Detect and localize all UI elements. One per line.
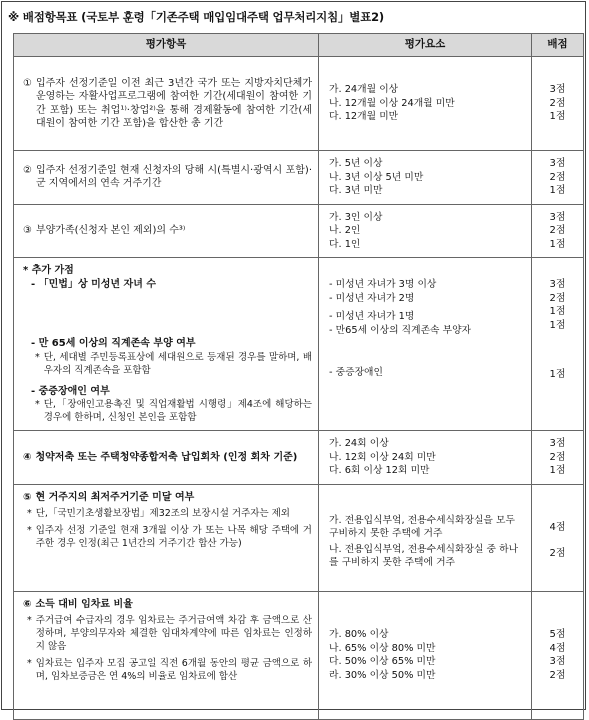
- element-cell: [319, 431, 532, 485]
- item-number: ②: [23, 164, 32, 176]
- score-value: 3점: [549, 158, 566, 169]
- note-text: 단, 세대별 주민등록표상에 세대원으로 등재된 경우를 말하며, 배우자의 직계존속을 포함함: [43, 351, 312, 376]
- element-cell: [319, 57, 532, 151]
- element-line: 가. 24개월 이상: [329, 84, 399, 96]
- item-cell: [14, 151, 319, 205]
- score-value: 3점: [549, 656, 566, 667]
- score-value: 2점: [549, 451, 566, 463]
- element-line: 가. 24회 이상: [329, 438, 389, 449]
- item-cell: [14, 591, 319, 719]
- element-line: 나. 3년 이상 5년 미만: [329, 171, 424, 183]
- element-line: - 미성년 자녀가 1명: [329, 311, 415, 322]
- note: * 임차료는 입주자 모집 공고일 직전 6개월 동안의 평균 금액으로 하며, 임차보증금은 연 4%의 비율로 임차료에 합산: [27, 658, 312, 682]
- item-text: 청약저축 또는 주택청약종합저축 납입회차 (인정 회차 기준): [35, 451, 298, 463]
- item-text: 부양가족(신청자 본인 제외)의 수³⁾: [35, 225, 186, 236]
- score-value: 1점: [549, 369, 566, 380]
- score-value: 4점: [549, 521, 566, 533]
- note-text: 주거급여 수급자의 경우 임차료는 주거급여액 차감 후 금액으로 산정하며, 부양의무자와 체결한 임대차계약에 따른 임차료는 인정하지 않음: [35, 615, 312, 652]
- item-number: ③: [23, 225, 32, 236]
- table-row: [14, 591, 584, 719]
- score-value: 1점: [549, 185, 566, 196]
- element-line: 나. 12회 이상 24회 미만: [329, 451, 436, 463]
- element-line: 나. 12개월 이상 24개월 미만: [329, 97, 455, 109]
- note: * 단,「국민기초생활보장법」제32조의 보장시설 거주자는 제외: [27, 507, 312, 520]
- note-text: 임차료는 입주자 모집 공고일 직전 6개월 동안의 평균 금액으로 하며, 임차보증금은 연 4%의 비율로 임차료에 합산: [35, 658, 312, 682]
- score-cell: [532, 484, 584, 591]
- score-cell: [532, 204, 584, 258]
- item-cell: [14, 258, 319, 431]
- table-row: [14, 204, 584, 258]
- element-line: 다. 50% 이상 65% 미만: [329, 656, 436, 667]
- item-text: 입주자 선정기준일 현재 신청자의 당해 시(특별시·광역시 포함)·군 지역에서의 연속 거주기간: [35, 164, 312, 190]
- score-value: 1점: [549, 111, 566, 123]
- item-text: 소득 대비 임차료 비율: [35, 598, 133, 610]
- item-cell: [14, 204, 319, 258]
- element-cell: [319, 484, 532, 591]
- item-cell: [14, 431, 319, 485]
- element-line: 가. 3인 이상: [329, 211, 383, 223]
- element-line: 다. 6회 이상 12회 미만: [329, 465, 430, 476]
- note-text: 입주자 선정 기준일 현재 3개월 이상 가 또는 나목 해당 주택에 거주한 경우 인정(최근 1년간의 거주기간 합산 가능): [35, 525, 312, 549]
- score-cell: [532, 57, 584, 151]
- element-line: - 중증장애인: [329, 367, 383, 378]
- element-line: 나. 2인: [329, 225, 361, 236]
- element-line: - 만65세 이상의 직계존속 부양자: [329, 324, 472, 336]
- item-text: 입주자 선정기준일 이전 최근 3년간 국가 또는 지방자치단체가 운영하는 자활사업프로그램에 참여한 기간(세대원이 참여한 기간 포함) 또는 취업¹⁾·창업²⁾을 통해 경제활동에 참여한 기간(세대원이 참여한 기간 포함)을 합산한 총 기간: [35, 77, 312, 129]
- score-value: 3점: [549, 211, 566, 223]
- score-cell: [532, 591, 584, 719]
- table-header-row: [14, 34, 584, 57]
- item-cell: [14, 57, 319, 151]
- item-cell: [14, 484, 319, 591]
- score-cell: [532, 431, 584, 485]
- item-number: ⑤: [23, 491, 32, 503]
- header-score: 배점: [532, 34, 584, 57]
- score-value: 5점: [549, 629, 566, 640]
- score-value: 1점: [549, 319, 566, 331]
- score-value: 4점: [549, 642, 566, 654]
- note: * 단,「장애인고용촉진 및 직업재활법 시행령」제4조에 해당하는 경우에 한하며, 신청인 본인을 포함함: [35, 399, 312, 423]
- element-line: 가. 전용입식부엌, 전용수세식화장실을 모두 구비하지 못한 주택에 거주: [329, 514, 515, 539]
- score-cell: [532, 258, 584, 431]
- element-cell: [319, 204, 532, 258]
- element-line: 나. 전용입식부엌, 전용수세식화장실 중 하나를 구비하지 못한 주택에 거주: [329, 543, 519, 568]
- score-value: 2점: [549, 669, 566, 681]
- score-value: 3점: [549, 279, 566, 290]
- element-line: - 미성년 자녀가 3명 이상: [329, 279, 437, 290]
- element-line: - 미성년 자녀가 2명: [329, 292, 415, 304]
- score-value: 2점: [549, 225, 566, 236]
- score-value: 2점: [549, 292, 566, 304]
- element-line: 가. 5년 이상: [329, 158, 383, 169]
- score-value: 1점: [549, 306, 566, 317]
- note: * 입주자 선정 기준일 현재 3개월 이상 가 또는 나목 해당 주택에 거주한 경우 인정(최근 1년간의 거주기간 합산 가능): [27, 525, 312, 549]
- item-text: 현 거주지의 최저주거기준 미달 여부: [35, 491, 195, 503]
- element-line: 다. 1인: [329, 238, 361, 250]
- score-value: 3점: [549, 438, 566, 449]
- element-cell: [319, 151, 532, 205]
- table-row: [14, 57, 584, 151]
- score-value: 2점: [549, 97, 566, 109]
- item-number: ⑥: [23, 598, 32, 610]
- item-number: ④: [23, 451, 32, 463]
- element-line: 라. 30% 이상 50% 미만: [329, 669, 436, 681]
- element-line: 가. 80% 이상: [329, 629, 389, 640]
- bonus-elder-support: - 만 65세 이상의 직계존속 부양 여부: [31, 338, 196, 349]
- table-row: [14, 484, 584, 591]
- note-text: 단,「국민기초생활보장법」제32조의 보장시설 거주자는 제외: [35, 508, 290, 519]
- header-item: 평가항목: [14, 34, 319, 57]
- table-row: [14, 258, 584, 431]
- bonus-minor-children: - 「민법」상 미성년 자녀 수: [31, 278, 157, 290]
- score-value: 1점: [549, 238, 566, 250]
- note: * 주거급여 수급자의 경우 임차료는 주거급여액 차감 후 금액으로 산정하며, 부양의무자와 체결한 임대차계약에 따른 임차료는 인정하지 않음: [27, 615, 312, 652]
- score-table: [13, 33, 584, 720]
- score-value: 3점: [549, 84, 566, 96]
- note-text: 단,「장애인고용촉진 및 직업재활법 시행령」제4조에 해당하는 경우에 한하며, 신청인 본인을 포함함: [43, 399, 312, 423]
- element-line: 나. 65% 이상 80% 미만: [329, 642, 436, 654]
- score-cell: [532, 151, 584, 205]
- score-value: 2점: [549, 171, 566, 183]
- header-element: 평가요소: [319, 34, 532, 57]
- element-line: 다. 12개월 미만: [329, 111, 399, 123]
- element-cell: [319, 591, 532, 719]
- table-row: [14, 151, 584, 205]
- note: * 단, 세대별 주민등록표상에 세대원으로 등재된 경우를 말하며, 배우자의 직계존속을 포함함: [35, 351, 312, 376]
- element-cell: [319, 258, 532, 431]
- table-row: [14, 431, 584, 485]
- page-title: ※ 배점항목표 (국토부 훈령「기존주택 매입임대주택 업무처리지침」별표2): [8, 10, 384, 24]
- element-line: 다. 3년 미만: [329, 185, 383, 196]
- bonus-disability: - 중증장애인 여부: [31, 385, 110, 397]
- bonus-heading: * 추가 가점: [23, 265, 74, 276]
- item-number: ①: [23, 77, 32, 89]
- score-value: 2점: [549, 548, 566, 559]
- score-value: 1점: [549, 465, 566, 476]
